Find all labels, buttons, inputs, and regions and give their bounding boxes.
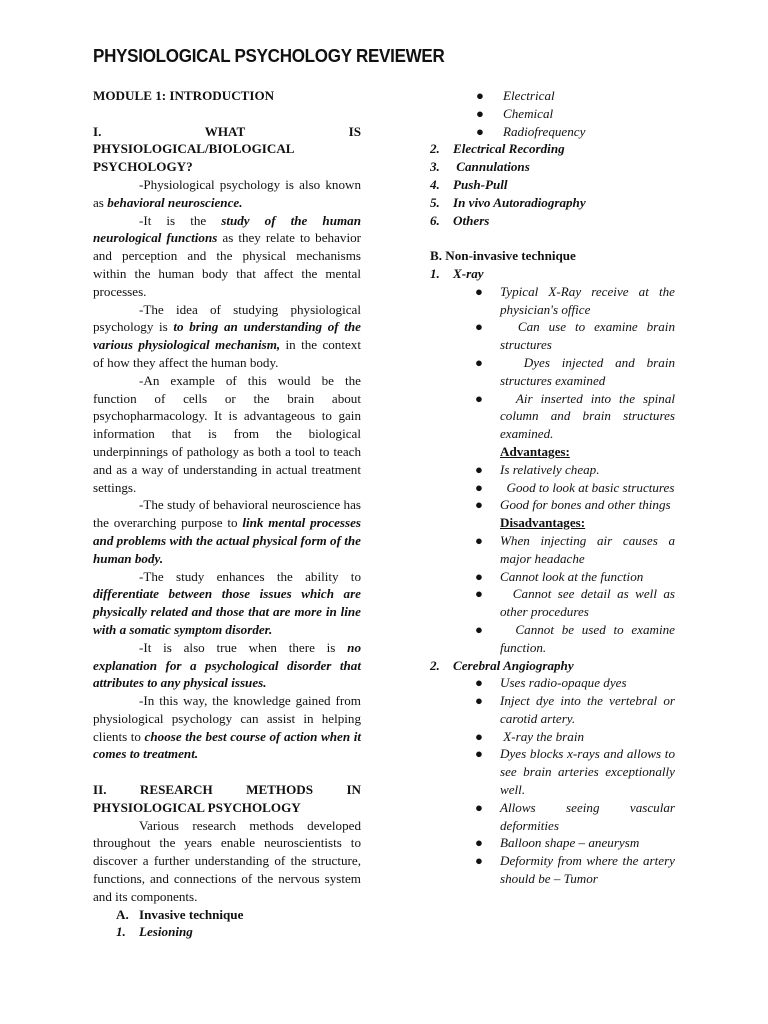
section-2-intro: Various research methods developed throughout the years enable neuroscientists to discover a further understanding of the structure, functions, and connections of the nervous system and its components. — [93, 817, 361, 904]
section-1-heading — [93, 123, 361, 176]
list-item: ● Typical X-Ray receive at the physician's office — [475, 283, 675, 317]
advantages-heading: Advantages: — [500, 443, 570, 459]
lesion-types-list — [430, 87, 675, 140]
list-item: ● Dyes blocks x-rays and allows to see brain arteries exceptionally well. — [475, 746, 675, 798]
disadvantages-list — [430, 532, 679, 657]
list-item: ● Inject dye into the vertebral or carotid artery. — [475, 693, 675, 726]
section-2-heading — [93, 781, 361, 817]
list-item: ● Good to look at basic structures — [475, 479, 675, 495]
invasive-methods-list — [430, 140, 675, 229]
xray-points-list — [430, 283, 679, 443]
section-1-heading-line-1: I. WHAT IS — [93, 123, 361, 139]
list-item: ● Dyes injected and brain structures examined — [475, 354, 679, 388]
list-item: ● When injecting air causes a major headache — [475, 532, 675, 566]
paragraph-6: -The study enhances the ability to differentiate between those issues which are physically related and those that are more in line with a somatic symptom disorder. — [93, 568, 361, 637]
paragraph-4: -An example of this would be the function of cells or the brain about psychopharmacology. It is advantageous to gain information that is from the biological underpinnings of pathology as both a tool to teach and as a way of understanding in actual treatment settings. — [93, 372, 361, 495]
list-item: ● Air inserted into the spinal column and brain structures examined. — [475, 390, 679, 442]
list-item: ● Cannot be used to examine function. — [475, 621, 679, 655]
paragraph-3: -The idea of studying physiological psychology is to bring an understanding of the various physiological mechanism, in the context of how they affect the human body. — [93, 301, 361, 370]
paragraph-5: -The study of behavioral neuroscience has the overarching purpose to link mental processes and problems with the actual physical form of the human body. — [93, 497, 361, 566]
module-heading: MODULE 1: INTRODUCTION — [93, 88, 275, 103]
disadvantages-heading: Disadvantages: — [500, 515, 586, 531]
list-item: 6. Others — [430, 212, 490, 228]
list-item: ● Radiofrequency — [476, 123, 586, 139]
advantages-list — [430, 461, 675, 514]
list-item: ● Deformity from where the artery should be – Tumor — [475, 853, 675, 887]
list-item: ● Cannot look at the function — [475, 568, 644, 584]
non-invasive-heading: B. Non-invasive technique — [430, 248, 576, 264]
section-2-heading-line-1: II. RESEARCH METHODS IN — [93, 782, 361, 798]
right-column — [430, 87, 679, 888]
list-item: ● Electrical — [476, 88, 555, 103]
paragraph-8: -In this way, the knowledge gained from physiological psychology can assist in helping clients to choose the best course of action when it comes to treatment. — [93, 693, 361, 762]
list-item: ● Uses radio-opaque dyes — [475, 675, 627, 691]
paragraph-2: -It is the study of the human neurological functions as they relate to behavior and perception and the physical mechanisms within the human body that affect the mental processes. — [93, 212, 361, 299]
list-item: 5. In vivo Autoradiography — [430, 194, 586, 210]
list-item: 3. Cannulations — [430, 159, 530, 175]
list-item: ● Chemical — [476, 105, 554, 121]
lesioning-item: 1. Lesioning — [116, 924, 193, 940]
list-item: ● Balloon shape – aneurysm — [475, 835, 640, 851]
list-item: ● X-ray the brain — [475, 728, 585, 744]
document-title: PHYSIOLOGICAL PSYCHOLOGY REVIEWER — [93, 45, 445, 66]
section-1-heading-line-3: PSYCHOLOGY? — [93, 159, 193, 175]
list-item: ● Allows seeing vascular deformities — [475, 799, 675, 833]
left-column — [93, 87, 361, 941]
list-item: 4. Push-Pull — [430, 176, 508, 192]
list-item: ● Is relatively cheap. — [475, 461, 600, 477]
section-1-heading-line-2: PHYSIOLOGICAL/BIOLOGICAL — [93, 141, 295, 157]
list-item: ● Can use to examine brain structures — [475, 319, 679, 353]
cerebral-angiography-item: 2. Cerebral Angiography — [430, 657, 574, 673]
invasive-technique-heading: A. Invasive technique — [116, 906, 244, 922]
paragraph-7: -It is also true when there is no explanation for a psychological disorder that attributes to any physical issues. — [93, 639, 361, 691]
angiography-points-list — [430, 674, 675, 888]
list-item: ● Good for bones and other things — [475, 497, 671, 513]
xray-item: 1. X-ray — [430, 265, 484, 281]
section-2-heading-line-2: PHYSIOLOGICAL PSYCHOLOGY — [93, 799, 301, 815]
list-item: ● Cannot see detail as well as other procedures — [475, 586, 679, 620]
paragraph-1: -Physiological psychology is also known as behavioral neuroscience. — [93, 176, 361, 210]
list-item: 2. Electrical Recording — [430, 141, 565, 157]
